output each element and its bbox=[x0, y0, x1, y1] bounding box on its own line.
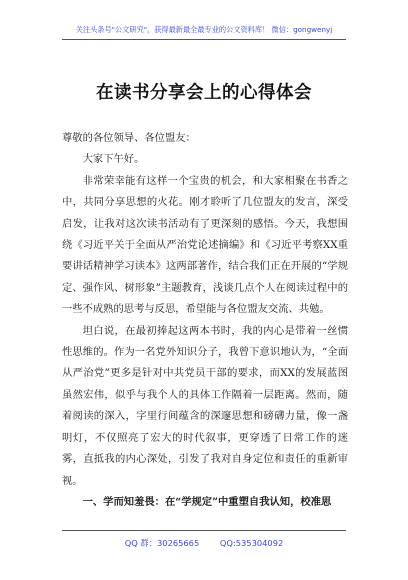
body-paragraph-1: 非常荣幸能有这样一个宝贵的机会，和大家相聚在书香之中，共同分享思想的火花。刚才聆听了几位盟友的发言，深受启发，让我对这次读书活动有了更深刻的感悟。今天，我想围绕《习近平关于全面从严治党论述摘编》和《习近平考察XX重要讲话精神学习读本》这两部著作，结合我们正在开展的“学规定、强作风、树形象”主题教育，浅谈几点个人在阅读过程中的一些不成熟的思考与反思，希望能与各位盟友交流、共勉。 bbox=[62, 174, 348, 316]
greeting: 大家下午好。 bbox=[82, 153, 145, 166]
footer-divider bbox=[62, 530, 346, 531]
body-paragraph-2: 坦白说，在最初捧起这两本书时，我的内心是带着一丝惯性思维的。作为一名党外知识分子，我曾下意识地认为，“全面从严治党”更多是针对中共党员干部的要求，而XX的发展蓝图虽然宏伟，似乎与我个人的具体工作隔着一层距离。然而，随着阅读的深入，字里行间蕴含的深邃思想和磅礴力量，像一盏明灯，不仅照亮了宏大的时代叙事，更穿透了日常工作的迷雾，直抵我的内心深处，引发了我对自身定位和责任的重新审视。 bbox=[62, 324, 348, 487]
document-title: 在读书分享会上的心得体会 bbox=[96, 83, 312, 103]
document-body bbox=[62, 128, 348, 513]
salutation: 尊敬的各位领导、各位盟友： bbox=[62, 132, 196, 144]
footer-qq-number: QQ:535304092 bbox=[219, 538, 284, 548]
section-heading-1: 一、学而知羞畏：在“学规定”中重塑自我认知，校准思 bbox=[82, 495, 332, 508]
footer-qq-group: QQ 群：30265665 bbox=[124, 538, 200, 548]
header-note: 关注头条号"公文研究"，获得最新最全最专业的公文资料库！ 微信：gongwenyj bbox=[75, 25, 333, 34]
footer-note bbox=[0, 537, 408, 549]
header-divider bbox=[62, 39, 346, 40]
